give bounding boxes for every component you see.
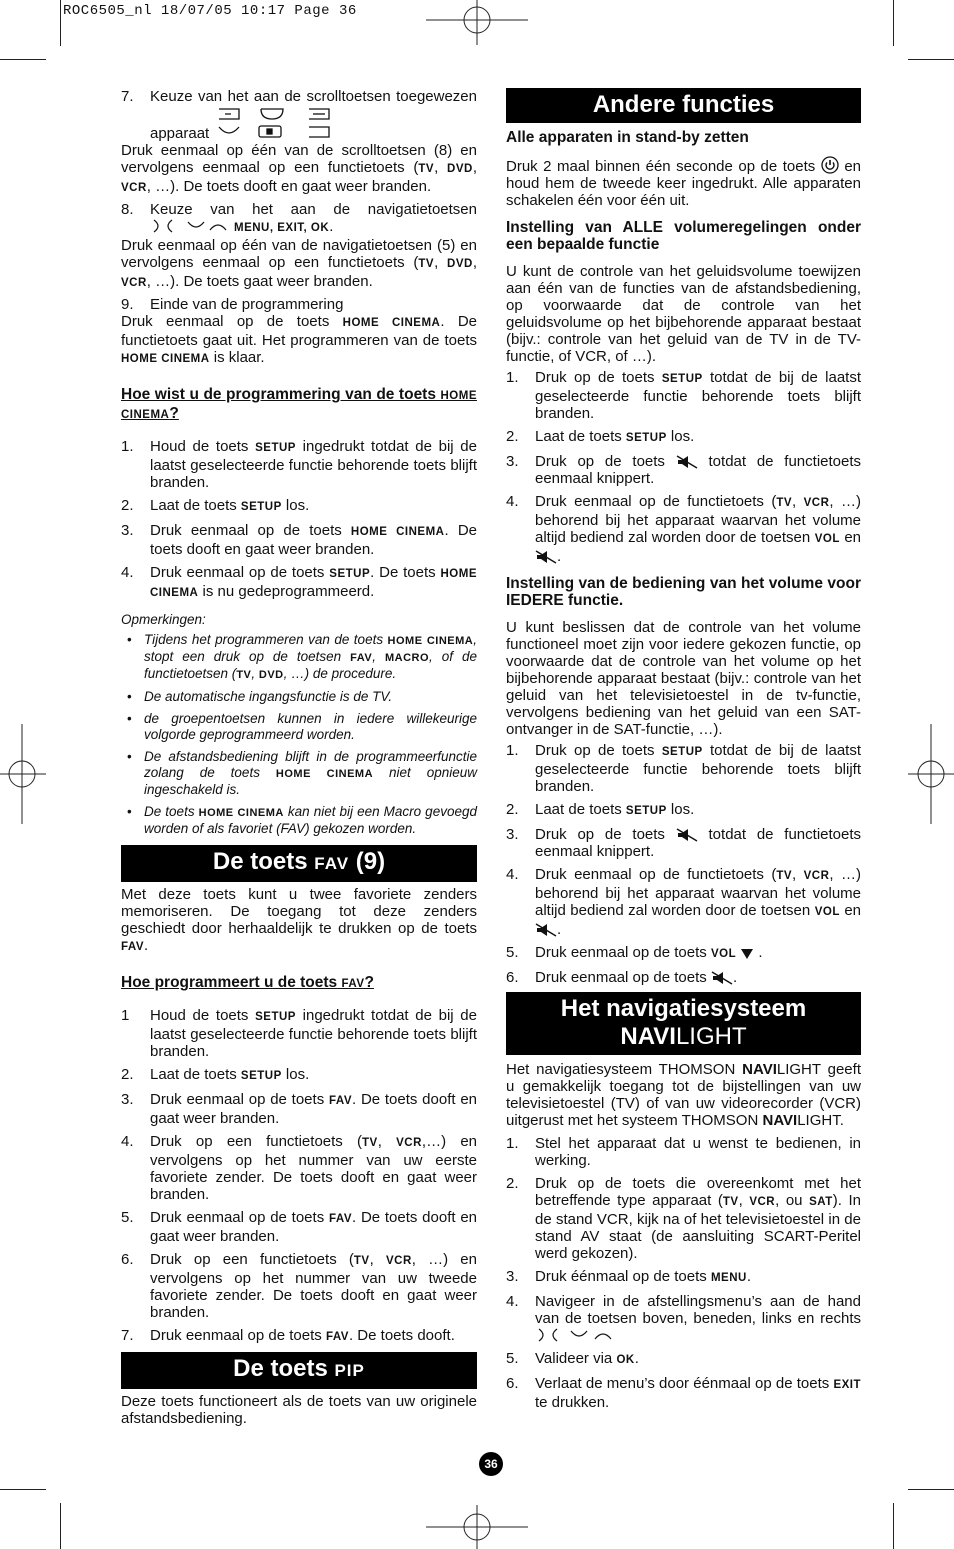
list-item: 1. Druk op de toets SETUP totdat de bij de laatst geselecteerde functie behorende toets blijft branden. [506,742,862,795]
list-item: 7. Druk eenmaal op de toets FAV. De toets dooft. [121,1327,455,1344]
list-item: 3. Druk eenmaal op de toets HOME CINEMA. De toets dooft en gaat weer branden. [121,522,477,558]
all-volume-steps [506,369,861,565]
list-item: 2. Druk op de toets die overeenkomt met het betreffende type apparaat (TV, VCR, ou SAT). In de stand VCR, kijk na of het televisietoestel in de stand AV staat (de aansluiting SCART-Peritel werd gekozen). [506,1175,861,1262]
list-item: 5. Valideer via OK. [506,1350,639,1367]
each-volume-steps [506,742,861,986]
registration-mark-bottom [426,1505,528,1549]
registration-mark-left [0,724,46,824]
list-item: 2. Laat de toets SETUP los. [506,428,695,445]
list-item: 3. Druk op de toets totdat de functietoets eenmaal knippert. [506,826,862,860]
paragraph: Druk eenmaal op één van de scrolltoetsen (8) en vervolgens eenmaal op een functietoets (TV, DVD, VCR, …). De toets dooft en gaat weer branden. [121,142,477,195]
paragraph: Deze toets functioneert als de toets van uw originele afstandsbediening. [121,1393,477,1427]
list-item: 7. Keuze van het aan de scrolltoetsen toegewezen apparaat [121,88,477,142]
list-item: 1. Houd de toets SETUP ingedrukt totdat de bij de laatst geselecteerde functie behorende toets blijft branden. [121,438,477,491]
list-item: 4. Druk op een functietoets (TV, VCR,…) en vervolgens op het nummer van uw eerste favoriete zender. De toets dooft en gaat weer branden. [121,1133,478,1203]
each-volume-heading: Instelling van de bediening van het volume voor IEDERE functie. [506,575,861,609]
power-icon [821,156,839,174]
remarks-title: Opmerkingen: [121,612,206,627]
list-item: 4. Druk eenmaal op de functietoets (TV, VCR, …) behorend bij het apparaat waarvan het volume altijd bediend zal worden door de toetsen VOL en . [506,493,862,565]
list-item: 6. Verlaat de menu’s door éénmaal op de toets EXIT te drukken. [506,1375,862,1411]
mute-icon [676,455,698,469]
wipe-steps-list [121,438,477,602]
list-item: • De toets HOME CINEMA kan niet bij een Macro gevoegd worden of als favoriet (FAV) gekozen worden. [127,804,477,836]
volume-down-icon [740,948,754,960]
list-item: 2. Laat de toets SETUP los. [506,801,695,818]
list-item: 2. Laat de toets SETUP los. [121,1066,310,1083]
list-item: • De afstandsbediening blijft in de programmeerfunctie zolang de toets HOME CINEMA niet opnieuw ingeschakeld is. [127,749,477,797]
list-item: 2. Laat de toets SETUP los. [121,497,310,514]
standby-heading: Alle apparaten in stand-by zetten [506,129,749,146]
paragraph: Druk eenmaal op één van de navigatietoetsen (5) en vervolgens eenmaal op een functietoets (TV, DVD, VCR, …). De toets gaat weer branden. [121,237,477,290]
list-item: 6. Druk op een functietoets (TV, VCR, …) en vervolgens op het nummer van uw tweede favoriete zender. De toets dooft en gaat weer branden. [121,1251,477,1321]
list-item: 1. Druk op de toets SETUP totdat de bij de laatst geselecteerde functie behorende toets blijft branden. [506,369,862,422]
list-item: 6. Druk eenmaal op de toets . [506,969,738,986]
left-column [121,88,477,1427]
navigation-arrows-icon [535,1327,617,1343]
navilight-steps [506,1135,861,1411]
programming-steps-continued [121,88,477,142]
mute-icon [711,971,733,985]
paragraph: Het navigatiesysteem THOMSON NAVILIGHT geeft u gemakkelijk toegang tot de bijstellingen van uw televisietoestel (TV) of van uw videorecorder (VCR) uitgerust met het systeem THOMSON NAVILIGHT. [506,1061,861,1129]
list-item: 3. Druk eenmaal op de toets FAV. De toets dooft en gaat weer branden. [121,1091,478,1127]
section-heading-wipe: Hoe wist u de programmering van de toets HOME CINEMA? [121,386,477,422]
fav-steps-list [121,1007,477,1346]
paragraph: Met deze toets kunt u twee favoriete zenders memoriseren. De toegang tot deze zenders geschiedt door herhaaldelijk te drukken op de toets FAV. [121,886,477,954]
list-item: • de groepentoetsen kunnen in iedere willekeurige volgorde geprogrammeerd worden. [127,711,477,742]
list-item: • De automatische ingangsfunctie is de TV. [127,689,393,704]
list-item: • Tijdens het programmeren van de toets HOME CINEMA, stopt een druk op de toetsen FAV, MACRO, of de functietoetsen (TV, DVD, …) de procedure. [127,632,477,681]
registration-mark-top [426,0,528,45]
navigation-keys-icon [150,218,234,234]
paragraph: Druk eenmaal op de toets HOME CINEMA. De functietoets gaat uit. Het programmeren van de toets HOME CINEMA is klaar. [121,313,477,366]
paragraph: U kunt beslissen dat de controle van het volume functioneel moet zijn voor iedere gekozen functie, op voorwaarde dat de controle van het volume op het bijbehorende apparaat bestaat (bijv.: controle van het geluid van het televisietoestel in de tv-functie, vervolgens bediening van het geluid van een SAT-ontvanger in de SAT-functie, …). [506,619,861,738]
list-item: 8. Keuze van het aan de navigatietoetsen MENU, EXIT, OK. [121,201,477,235]
fav-banner: De toets FAV (9) [121,845,477,882]
list-item: 4. Navigeer in de afstellingsmenu’s aan de hand van de toetsen boven, beneden, links en rechts [506,1293,861,1344]
list-item: 3. Druk éénmaal op de toets MENU. [506,1268,751,1285]
list-item: 1. Stel het apparaat dat u wenst te bedienen, in werking. [506,1135,861,1169]
pip-banner: De toets PIP [121,1352,477,1389]
mute-icon [535,550,557,564]
list-item: 9. Einde van de programmering [121,296,344,313]
navilight-banner: Het navigatiesysteem NAVILIGHT [506,992,861,1055]
list-item: 4. Druk eenmaal op de toets SETUP. De toets HOME CINEMA is nu gedeprogrammeerd. [121,564,477,600]
right-column [506,88,861,1411]
all-volume-heading: Instelling van ALLE volumeregelingen onder een bepaalde functie [506,219,861,253]
scroll-keys-icon [213,105,337,141]
registration-mark-right [908,724,954,824]
mute-icon [535,923,557,937]
other-functions-banner: Andere functies [506,88,861,123]
list-item: 3. Druk op de toets totdat de functietoets eenmaal knippert. [506,453,862,487]
print-slug: ROC6505_nl 18/07/05 10:17 Page 36 [63,3,357,19]
list-item: 5. Druk eenmaal op de toets FAV. De toets dooft en gaat weer branden. [121,1209,478,1245]
list-item: 4. Druk eenmaal op de functietoets (TV, VCR, …) behorend bij het apparaat waarvan het volume altijd bediend zal worden door de toetsen VOL en . [506,866,862,938]
page-number: 36 [479,1452,503,1476]
paragraph: Druk 2 maal binnen één seconde op de toets en houd hem de tweede keer ingedrukt. Alle apparaten schakelen één voor één uit. [506,158,861,209]
section-heading-fav: Hoe programmeert u de toets FAV? [121,974,374,991]
paragraph: U kunt de controle van het geluidsvolume toewijzen aan één van de functies van de afstandsbediening, op voorwaarde dat de controle van het geluidsvolume op het bijbehorende apparaat bestaat (bijv.: controle van het geluid van de TV in de TV-functie, of VCR, of …). [506,263,861,365]
mute-icon [676,828,698,842]
remarks-list [121,632,477,837]
list-item: 5. Druk eenmaal op de toets VOL . [506,944,763,961]
list-item: 1 Houd de toets SETUP ingedrukt totdat de bij de laatst geselecteerde functie behorende toets blijft branden. [121,1007,477,1060]
